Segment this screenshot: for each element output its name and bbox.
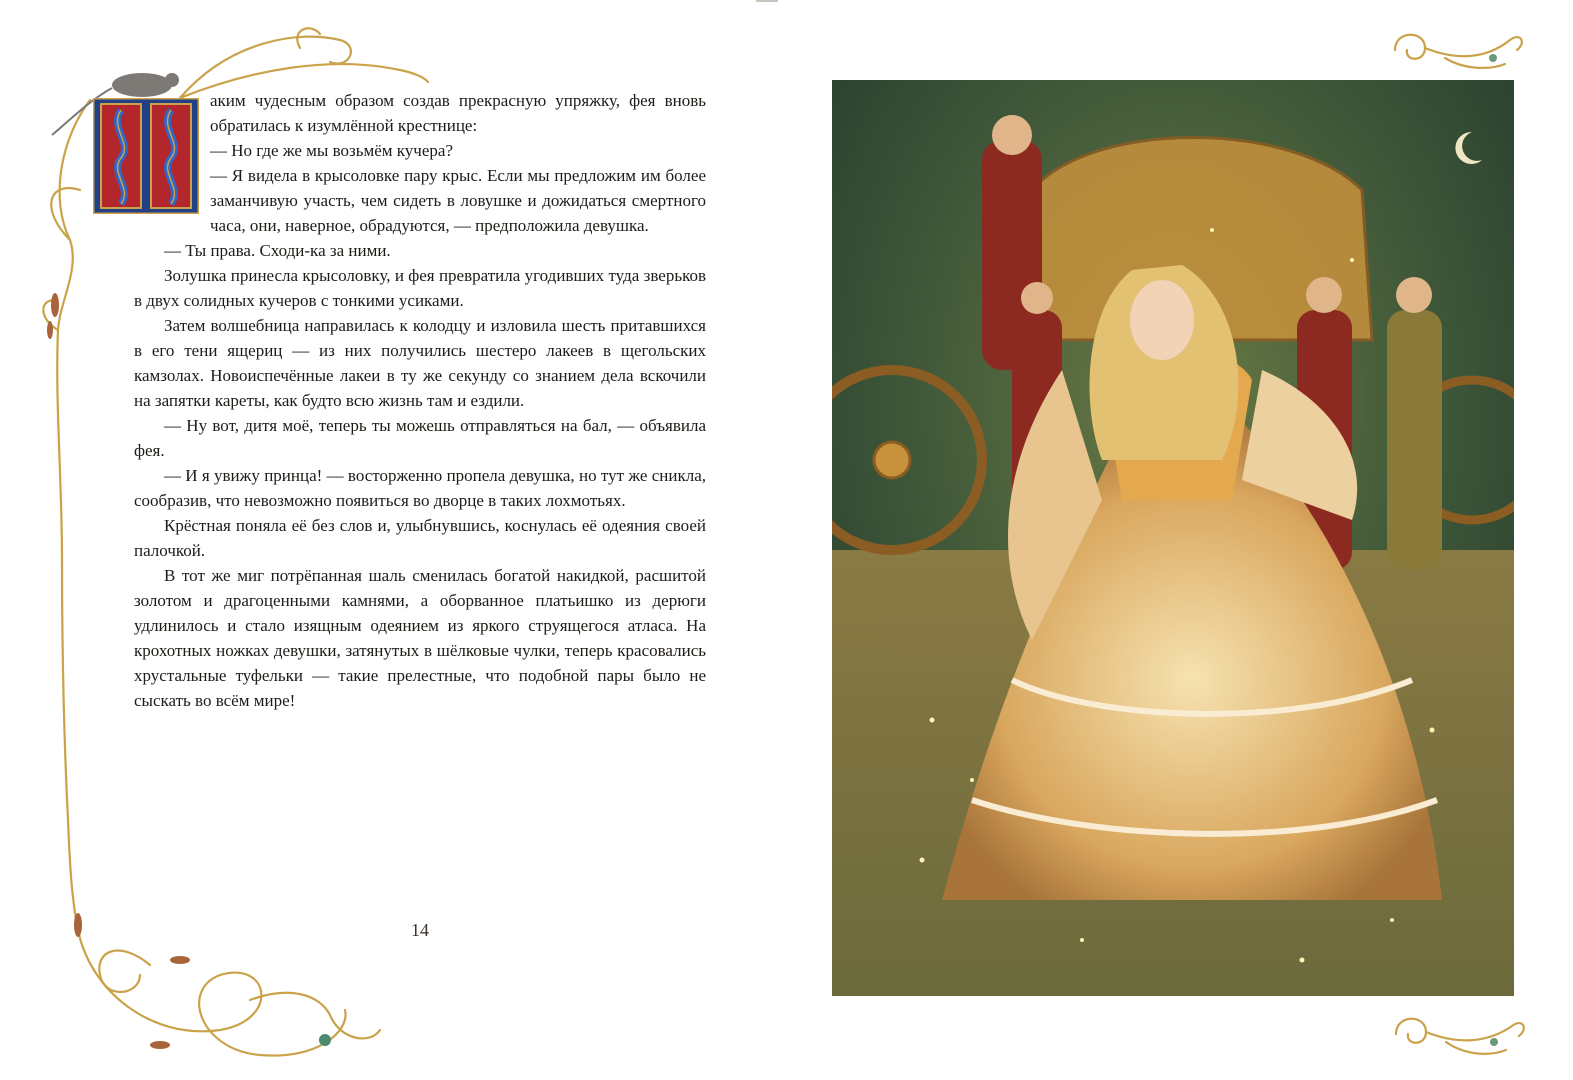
cinderella-illustration (832, 80, 1514, 996)
story-text (134, 88, 706, 713)
paragraph: Золушка принесла крысоловку, и фея превратила угодивших туда зверьков в двух солидных кучеров с тонкими усиками. (134, 266, 706, 310)
paragraph: Крёстная поняла её без слов и, улыбнувшись, коснулась её одеяния своей палочкой. (134, 516, 706, 560)
paragraph: В тот же миг потрёпанная шаль сменилась богатой накидкой, расшитой золотом и драгоценными камнями, а оборванное платьишко из дерюги удлинилось и стало изящным одеянием из яркого струящегося атласа. На крохотных ножках девушки, затянутых в шёлковые чулки, теперь красовались хрустальные туфельки — такие прелестные, что подобной пары было не сыскать во всём мире! (134, 566, 706, 710)
paragraph: — Ты права. Сходи-ка за ними. (164, 241, 391, 260)
page-number: 14 (411, 920, 429, 940)
paragraph: — Ну вот, дитя моё, теперь ты можешь отправляться на бал, — объявила фея. (134, 416, 706, 460)
gutter-mark (756, 0, 778, 2)
gold-flourish-icon (1385, 20, 1530, 78)
paragraph: — И я увижу принца! — восторженно пропела девушка, но тут же сникла, сообразив, что невозможно появиться во дворце в таких лохмотьях. (134, 466, 706, 510)
paragraph: Затем волшебница направилась к колодцу и изловила шесть притавшихся в его тени ящериц — из них получились шестеро лакеев в щегольских камзолах. Новоиспечённые лакеи в ту же секунду со знанием дела вскочили на запятки кареты, как будто всю жизнь там и ездили. (134, 316, 706, 410)
gem-icon (319, 1034, 331, 1046)
paragraph: — Я видела в крысоловке пару крыс. Если мы предложим им более заманчивую участь, чем сидеть в ловушке и дожидаться смертного часа, они, наверное, обрадуются, — предположила девушка. (210, 166, 706, 235)
paragraph: аким чудесным образом создав прекрасную упряжку, фея вновь обратилась к изумлённой крестнице: (210, 91, 706, 135)
gold-flourish-icon (1388, 1006, 1533, 1066)
paragraph: — Но где же мы возьмём кучера? (210, 141, 453, 160)
